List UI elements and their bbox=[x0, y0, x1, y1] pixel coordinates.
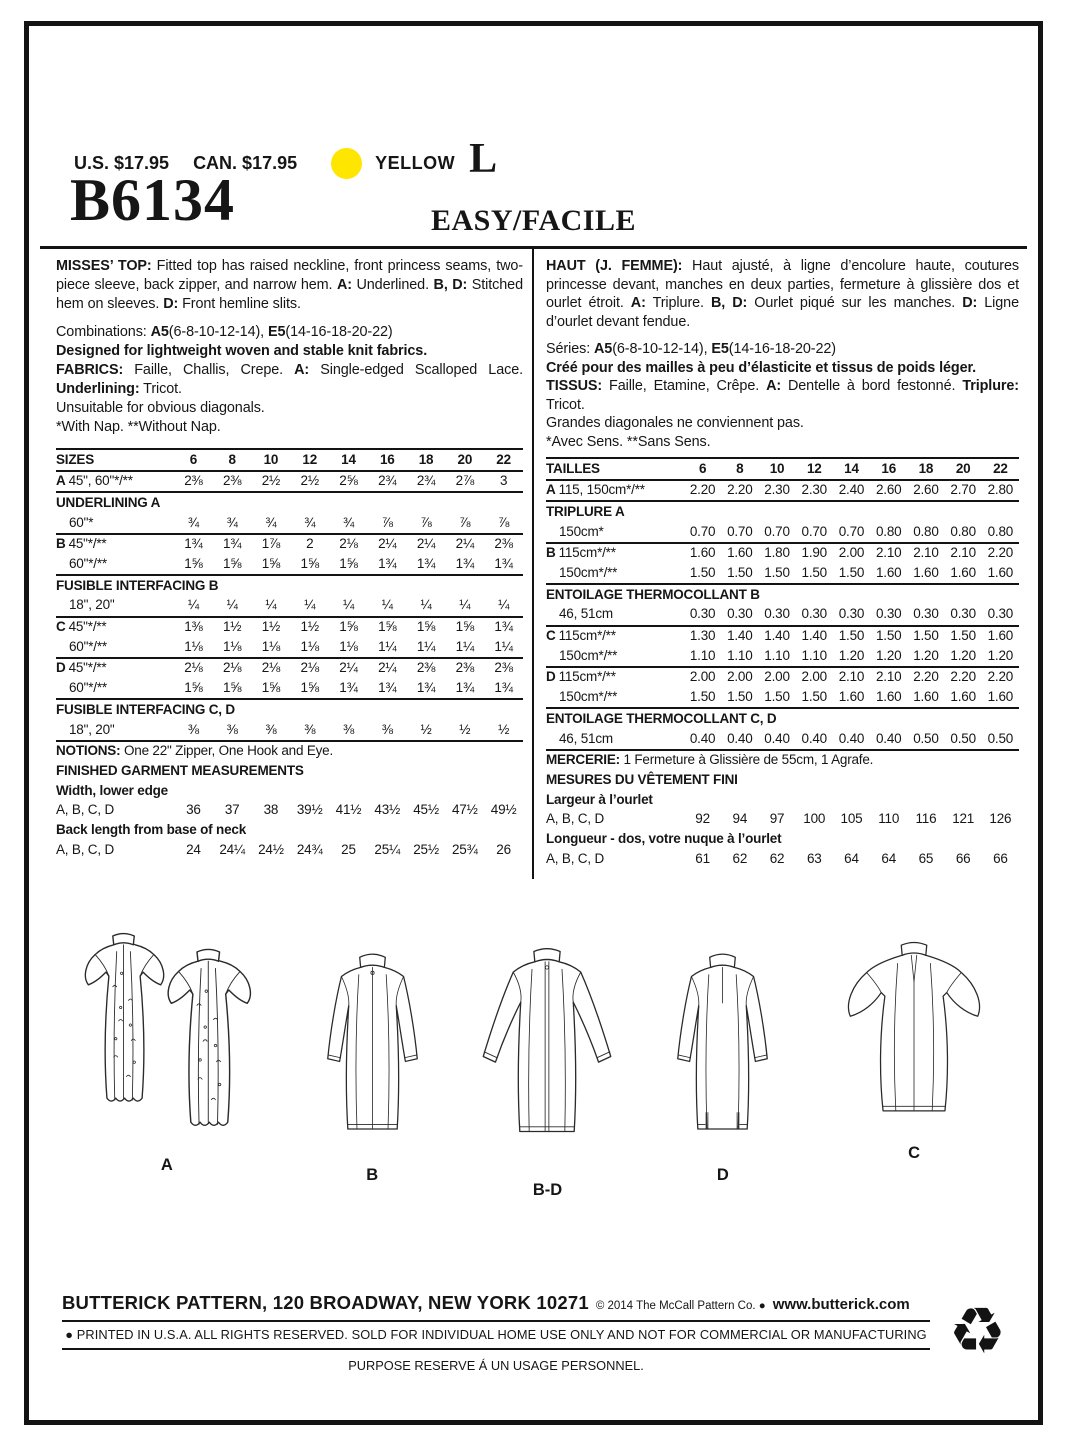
table-row: A, B, C, D 24 24¼ 24½ 24¾ 25 25¼ 25½ 25¾ 26 bbox=[56, 841, 511, 857]
price-can: CAN. $17.95 bbox=[193, 152, 298, 173]
yellow-dot-icon bbox=[331, 148, 362, 179]
table-row: B 115cm*/** 1.60 1.60 1.80 1.90 2.00 2.10 2.10 2.10 2.20 bbox=[546, 545, 1014, 561]
footer-address-line bbox=[62, 1292, 1006, 1314]
table-section-heading: ENTOILAGE THERMOCOLLANT C, D bbox=[546, 710, 777, 726]
yardage-table-fr bbox=[546, 457, 1019, 869]
table-row: C 45"*/** 1⅜ 1½ 1½ 1½ 1⅝ 1⅝ 1⅝ 1⅝ 1¾ bbox=[56, 619, 513, 635]
garment-drawing-d bbox=[654, 948, 791, 1163]
garment-drawing-b bbox=[304, 948, 441, 1163]
purpose-notice: PURPOSE RESERVE Á UN USAGE PERSONNEL. bbox=[348, 1358, 644, 1373]
table-row: A 115, 150cm*/** 2.20 2.20 2.30 2.30 2.40 2.60 2.60 2.70 2.80 bbox=[546, 481, 1019, 503]
table-row: C 115cm*/** 1.30 1.40 1.40 1.40 1.50 1.50 1.50 1.50 1.60 bbox=[546, 628, 1014, 644]
view-label-d: D bbox=[716, 1166, 729, 1184]
garment-view-b bbox=[304, 948, 441, 1185]
table-row: 18", 20" ¼ ¼ ¼ ¼ ¼ ¼ ¼ ¼ ¼ bbox=[56, 596, 523, 618]
garment-view-c bbox=[823, 936, 1005, 1163]
footer bbox=[62, 1292, 1006, 1373]
table-row: B 45"*/** 1¾ 1¾ 1⅞ 2 2⅛ 2¼ 2¼ 2¼ 2⅜ bbox=[56, 536, 513, 552]
description-fr: HAUT (J. FEMME): Haut ajusté, à ligne d’encolure haute, coutures princesse devant, manches en deux parties, fermeture à glissière dos et ourlet étroit. A: Triplure. B, D: Ourlet piqué sur les manches. D: Ligne d’ourlet devant fendue. bbox=[546, 258, 1019, 330]
rights-notice: ● PRINTED IN U.S.A. ALL RIGHTS RESERVED. SOLD FOR INDIVIDUAL HOME USE ONLY AND NOT FOR COMMERCIAL OR MANUFACTURING bbox=[65, 1327, 927, 1342]
table-section-heading: MESURES DU VÊTEMENT FINI bbox=[546, 771, 738, 787]
yardage-table-en bbox=[56, 448, 523, 860]
designed-for-en: Designed for lightweight woven and stable knit fabrics. bbox=[56, 343, 428, 359]
description-en: MISSES’ TOP: Fitted top has raised neckline, front princess seams, two-piece sleeve, back zipper, and narrow hem. A: Underlined. B, D: Stitched hem on sleeves. D: Front hemline slits. bbox=[56, 258, 523, 312]
difficulty-label: EASY/FACILE bbox=[431, 204, 636, 237]
website-url: www.butterick.com bbox=[772, 1296, 910, 1313]
fabrics-fr: TISSUS: Faille, Etamine, Crêpe. A: Dentelle à bord festonné. Triplure: Tricot. bbox=[546, 378, 1019, 413]
table-row: D 115cm*/** 2.00 2.00 2.00 2.00 2.10 2.10 2.20 2.20 2.20 bbox=[546, 669, 1014, 685]
table-row: 46, 51cm 0.30 0.30 0.30 0.30 0.30 0.30 0.30 0.30 0.30 bbox=[546, 605, 1019, 627]
size-letter: L bbox=[469, 136, 498, 182]
table-row: 60"*/** 1⅝ 1⅝ 1⅝ 1⅝ 1⅝ 1¾ 1¾ 1¾ 1¾ bbox=[56, 554, 523, 576]
pattern-number: B6134 bbox=[70, 167, 236, 233]
unsuitable-en: Unsuitable for obvious diagonals. bbox=[56, 400, 265, 416]
table-row: 60"* ¾ ¾ ¾ ¾ ¾ ⅞ ⅞ ⅞ ⅞ bbox=[56, 513, 523, 535]
garment-view-d bbox=[654, 948, 791, 1185]
designed-for-fr: Créé pour des mailles à peu d’élasticite et tissus de poids léger. bbox=[546, 359, 977, 376]
fabrics-en: FABRICS: Faille, Challis, Crepe. A: Single-edged Scalloped Lace. Underlining: Tricot. bbox=[56, 362, 523, 397]
view-label-a: A bbox=[160, 1156, 173, 1174]
table-row: D 45"*/** 2⅛ 2⅛ 2⅛ 2⅛ 2¼ 2¼ 2⅜ 2⅜ 2⅜ bbox=[56, 660, 513, 676]
table-section-heading: FINISHED GARMENT MEASUREMENTS bbox=[56, 762, 304, 778]
garment-drawings bbox=[30, 918, 1037, 1200]
view-label-c: C bbox=[908, 1144, 921, 1162]
table-section-heading: Width, lower edge bbox=[56, 782, 168, 798]
french-column bbox=[546, 257, 1019, 869]
table-row: 150cm*/** 1.10 1.10 1.10 1.10 1.20 1.20 1.20 1.20 1.20 bbox=[546, 646, 1019, 668]
table-section-heading: Largeur à l’ourlet bbox=[546, 791, 653, 807]
english-column bbox=[56, 257, 523, 860]
table-row: 150cm*/** 1.50 1.50 1.50 1.50 1.50 1.60 1.60 1.60 1.60 bbox=[546, 563, 1019, 585]
table-section-heading: ENTOILAGE THERMOCOLLANT B bbox=[546, 586, 760, 602]
table-row: A, B, C, D 61 62 62 63 64 64 65 66 66 bbox=[546, 850, 1008, 866]
copyright-notice: © 2014 The McCall Pattern Co. ● bbox=[595, 1300, 766, 1312]
table-note-row: MERCERIE: 1 Fermeture à Glissière de 55cm, 1 Agrafe. bbox=[546, 752, 874, 768]
garment-view-bd bbox=[472, 944, 622, 1200]
table-row: 150cm* 0.70 0.70 0.70 0.70 0.70 0.80 0.80 0.80 0.80 bbox=[546, 522, 1019, 544]
table-row: A, B, C, D 92 94 97 100 105 110 116 121 126 bbox=[546, 811, 1012, 827]
nap-note-fr: *Avec Sens. **Sans Sens. bbox=[546, 433, 711, 450]
nap-note-en: *With Nap. **Without Nap. bbox=[56, 419, 221, 435]
combinations-fr: Séries: A5(6-8-10-12-14), E5(14-16-18-20-22) bbox=[546, 341, 836, 357]
table-row: 18", 20" ⅜ ⅜ ⅜ ⅜ ⅜ ⅜ ½ ½ ½ bbox=[56, 720, 523, 742]
table-row: TAILLES 6 8 10 12 14 16 18 20 22 bbox=[546, 459, 1019, 481]
recycling-symbol-icon: ♻ bbox=[948, 1295, 1006, 1369]
table-section-heading: TRIPLURE A bbox=[546, 503, 625, 519]
table-row: 46, 51cm 0.40 0.40 0.40 0.40 0.40 0.40 0.50 0.50 0.50 bbox=[546, 729, 1019, 751]
table-row: 150cm*/** 1.50 1.50 1.50 1.50 1.60 1.60 1.60 1.60 1.60 bbox=[546, 688, 1019, 710]
table-note-row: NOTIONS: One 22" Zipper, One Hook and Eye. bbox=[56, 743, 334, 759]
column-divider bbox=[532, 249, 534, 879]
publisher-address: BUTTERICK PATTERN, 120 BROADWAY, NEW YORK 10271 bbox=[62, 1292, 589, 1313]
table-row: SIZES 6 8 10 12 14 16 18 20 22 bbox=[56, 450, 523, 472]
footer-rule-top bbox=[62, 1320, 930, 1322]
garment-drawing-bd bbox=[472, 944, 622, 1169]
table-row: 60"*/** 1⅝ 1⅝ 1⅝ 1⅝ 1¾ 1¾ 1¾ 1¾ 1¾ bbox=[56, 679, 523, 701]
unsuitable-fr: Grandes diagonales ne conviennent pas. bbox=[546, 415, 804, 431]
price-us: U.S. $17.95 bbox=[74, 152, 170, 173]
table-row: A 45", 60"*/** 2⅜ 2⅜ 2½ 2½ 2⅝ 2¾ 2¾ 2⅞ 3 bbox=[56, 472, 523, 494]
garment-drawing-c bbox=[823, 936, 1005, 1141]
view-label-b: B bbox=[366, 1166, 379, 1184]
table-section-heading: FUSIBLE INTERFACING B bbox=[56, 577, 219, 593]
combinations-en: Combinations: A5(6-8-10-12-14), E5(14-16-18-20-22) bbox=[56, 324, 393, 340]
footer-rule-bottom bbox=[62, 1348, 930, 1350]
table-section-heading: FUSIBLE INTERFACING C, D bbox=[56, 701, 235, 717]
color-name: YELLOW bbox=[375, 152, 456, 173]
table-section-heading: Back length from base of neck bbox=[56, 821, 247, 837]
table-row: A, B, C, D 36 37 38 39½ 41½ 43½ 45½ 47½ 49½ bbox=[56, 802, 517, 818]
garment-view-a bbox=[62, 928, 272, 1175]
table-section-heading: Longueur - dos, votre nuque à l’ourlet bbox=[546, 830, 782, 846]
view-label-bd: B-D bbox=[532, 1181, 563, 1199]
garment-drawing-a bbox=[62, 928, 272, 1153]
table-row: 60"*/** 1⅛ 1⅛ 1⅛ 1⅛ 1⅛ 1¼ 1¼ 1¼ 1¼ bbox=[56, 637, 523, 659]
table-section-heading: UNDERLINING A bbox=[56, 494, 161, 510]
